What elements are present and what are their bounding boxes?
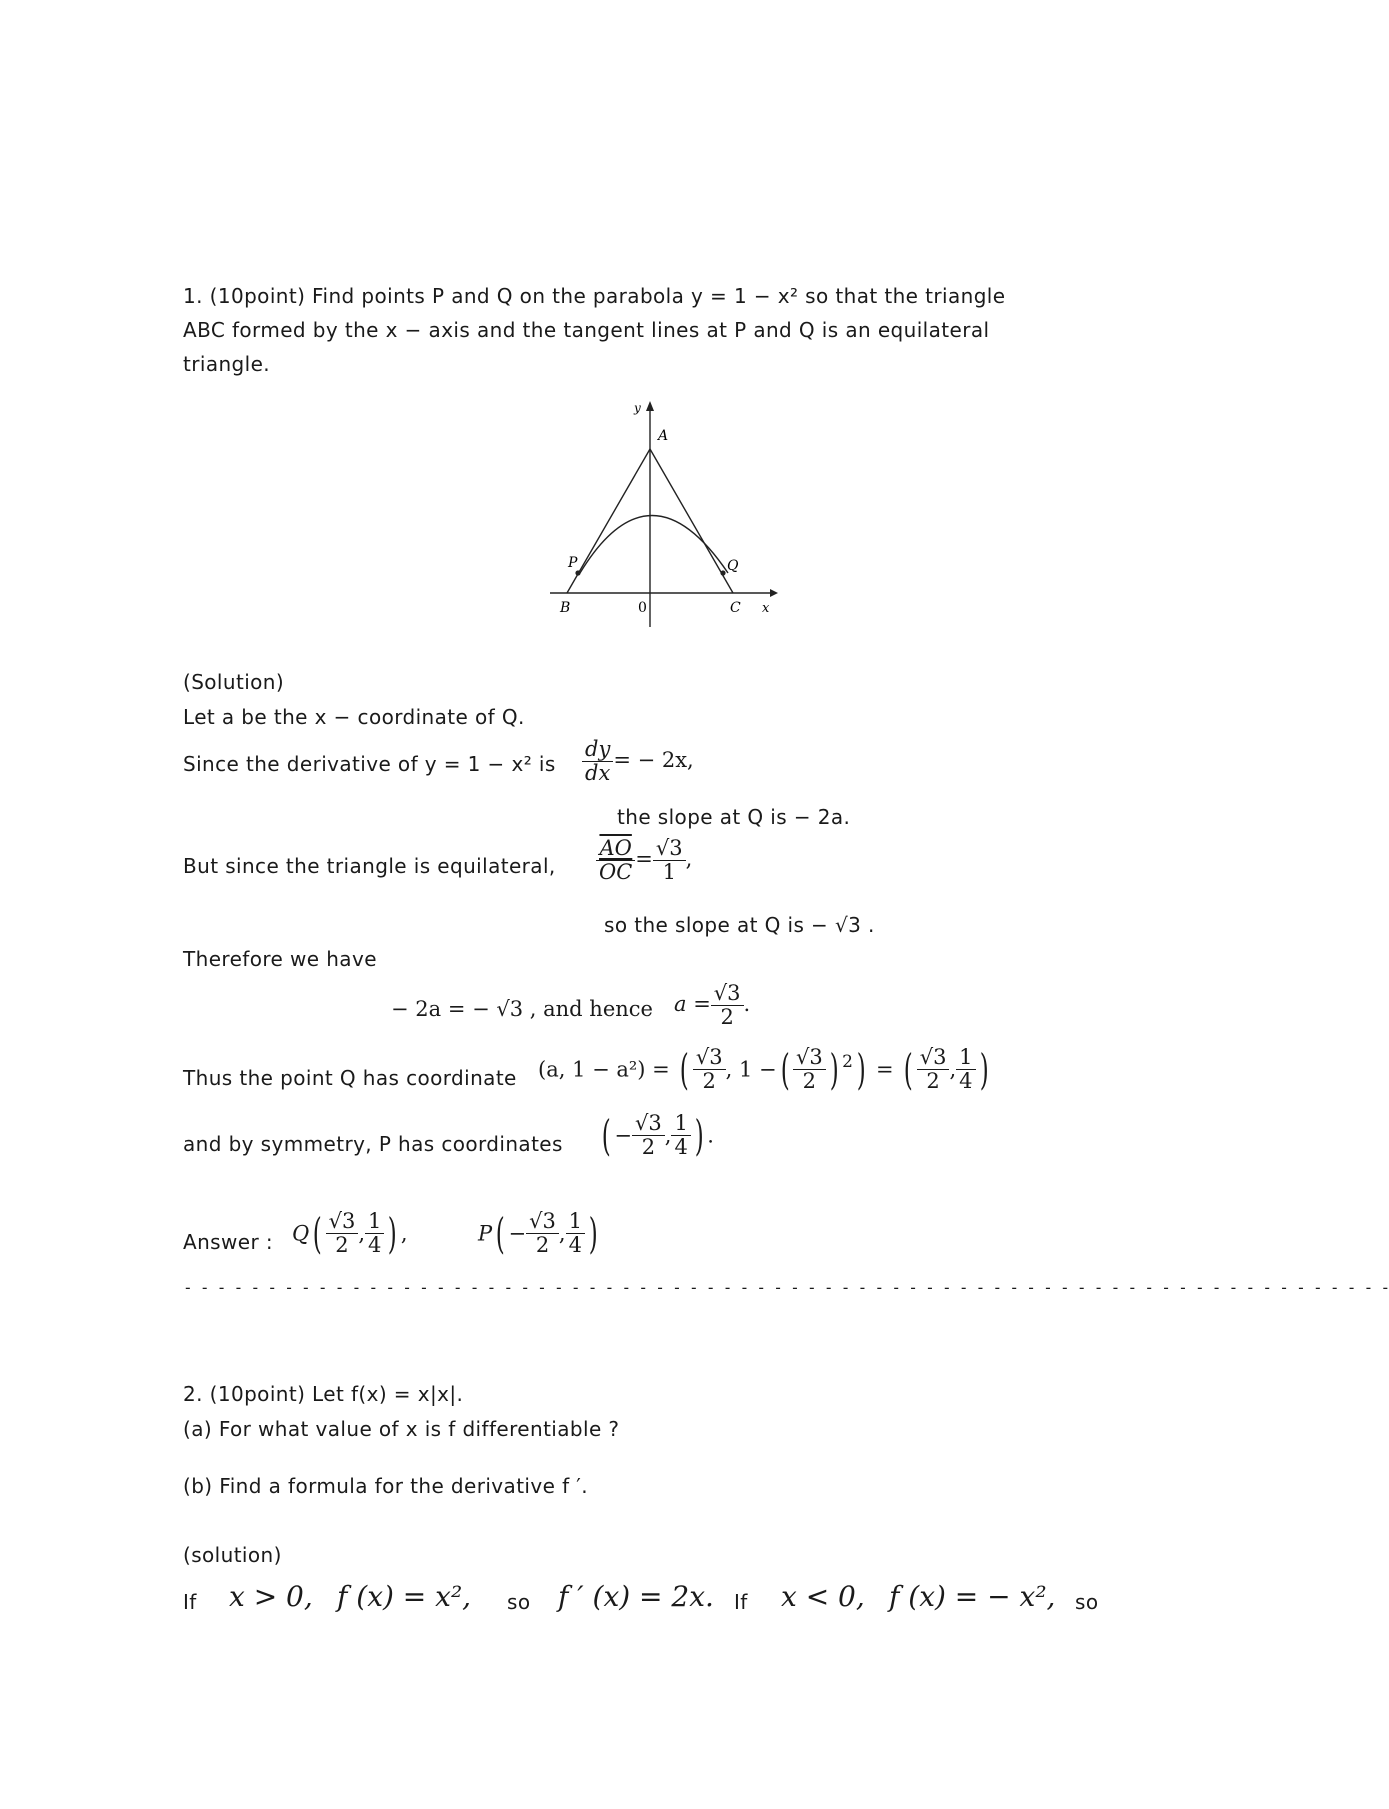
ans-q-sqrt3: √3 [326, 1210, 359, 1234]
coord-expr: (a, 1 − a²) = [538, 1057, 670, 1082]
slope2-line: so the slope at Q is − √3 . [604, 913, 875, 937]
q2-part-b: (b) Find a formula for the derivative f ′. [183, 1474, 588, 1498]
point-q [720, 570, 725, 575]
ratio-ao: $\overline{AO}$ [596, 837, 635, 861]
label-origin: 0 [638, 600, 647, 616]
q2-part-a: (a) For what value of x is f differentiable ? [183, 1417, 620, 1441]
eq-line: − 2a = − √3 , and hence [391, 997, 653, 1021]
q2-dfx-1: f ′ (x) = 2x. [558, 1580, 714, 1613]
q2-cond-2: x < 0, [781, 1580, 865, 1613]
q2-fx-1: f (x) = x², [337, 1580, 472, 1613]
ans-p-two: 2 [535, 1233, 550, 1258]
ans-q-one: 1 [365, 1210, 384, 1234]
ratio-tail: , [685, 847, 693, 872]
solution-heading: (Solution) [183, 670, 285, 694]
x-axis-arrow [770, 589, 778, 597]
let-line: Let a be the x − coordinate of Q. [183, 705, 525, 729]
but-line: But since the triangle is equilateral, [183, 854, 556, 878]
q-x-two: 2 [702, 1069, 716, 1094]
q-inner-sqrt3: √3 [793, 1046, 826, 1070]
answer-label: Answer : [183, 1230, 273, 1254]
q2-fx-2: f (x) = − x², [889, 1580, 1056, 1613]
q2-solution-heading: (solution) [183, 1543, 282, 1567]
q2-line-1: 2. (10point) Let f(x) = x|x|. [183, 1382, 464, 1406]
ratio-oc: OC [599, 860, 633, 885]
q2-cond-1: x > 0, [229, 1580, 313, 1613]
label-a: A [658, 428, 669, 444]
q2-so-2: so [1075, 1590, 1099, 1614]
ans-p-four: 4 [568, 1233, 582, 1258]
q1-line-2: ABC formed by the x − axis and the tangent lines at P and Q is an equilateral [183, 318, 990, 342]
therefore-line: Therefore we have [183, 947, 377, 971]
q-res-four: 4 [959, 1069, 973, 1094]
q-x-sqrt3: √3 [693, 1046, 726, 1070]
ans-q-two: 2 [335, 1233, 349, 1258]
ratio-expression [596, 837, 692, 884]
since-line: Since the derivative of y = 1 − x² is [183, 752, 556, 776]
label-c: C [730, 600, 741, 616]
deriv-rest: = − 2x, [613, 748, 694, 773]
q1-line-3: triangle. [183, 352, 271, 376]
answer-q: Q( $\frac{√3}{2}$ , $\frac{1}{4}$ ) , [292, 1208, 408, 1258]
answer-p: P( − $\frac{√3}{2}$ , $\frac{1}{4}$ ) [478, 1208, 598, 1258]
a-lhs: a = [674, 992, 711, 1017]
y-axis-arrow [646, 401, 654, 411]
p-coordinate-expression: ( − $\frac{√3}{2}$ , $\frac{1}{4}$ ) . [601, 1110, 714, 1160]
p-y-one: 1 [671, 1112, 690, 1136]
point-p [575, 570, 580, 575]
label-b: B [560, 600, 571, 616]
a-tail: . [743, 992, 751, 1017]
ans-q-four: 4 [368, 1233, 382, 1258]
q-res-one: 1 [956, 1046, 975, 1070]
parabola-figure [530, 395, 790, 635]
q-coordinate-expression: (a, 1 − a²) = ( $\frac{√3}{2}$ , 1 −( $\frac{√3}{2}$ ) $^2$) = ( $\frac{√3}{2}$ , $\frac{1}{4}$ ) [538, 1044, 989, 1094]
ratio-one: 1 [662, 860, 676, 885]
label-y: y [634, 401, 641, 415]
a-equals [674, 982, 750, 1029]
p-x-two: 2 [641, 1135, 656, 1160]
deriv-denominator: dx [585, 761, 611, 786]
a-den: 2 [720, 1005, 734, 1030]
slope-line: the slope at Q is − 2a. [617, 805, 851, 829]
ans-p-sqrt3: √3 [526, 1210, 559, 1234]
thus-line: Thus the point Q has coordinate [183, 1066, 517, 1090]
ans-p-one: 1 [566, 1210, 585, 1234]
q-inner-two: 2 [802, 1069, 817, 1094]
q2-if-1: If [183, 1590, 197, 1614]
ratio-equals: = [635, 847, 653, 872]
symmetry-line: and by symmetry, P has coordinates [183, 1132, 563, 1156]
label-x: x [762, 601, 770, 616]
q2-if-2: If [734, 1590, 748, 1614]
q-res-two: 2 [926, 1069, 940, 1094]
p-y-four: 4 [674, 1135, 688, 1160]
label-q: Q [727, 558, 739, 574]
ratio-sqrt3: √3 [653, 837, 686, 861]
divider-line: - - - - - - - - - - - - - - - - - - - - - - - - - - - - - - - - - - - - - - - - - - - - - - - - - - - - - - - - - - - - - - - - - - - - - - - - [183, 1278, 1389, 1297]
derivative-expression [582, 738, 694, 785]
deriv-numerator: dy [582, 738, 613, 762]
q-res-sqrt3: √3 [917, 1046, 950, 1070]
p-x-sqrt3: √3 [632, 1112, 665, 1136]
a-num: √3 [711, 982, 744, 1006]
q2-so-1: so [507, 1590, 531, 1614]
q1-line-1: 1. (10point) Find points P and Q on the parabola y = 1 − x² so that the triangle [183, 284, 1006, 308]
label-p: P [568, 555, 578, 571]
parabola-curve [580, 516, 728, 574]
tangent-line-q [650, 449, 733, 593]
